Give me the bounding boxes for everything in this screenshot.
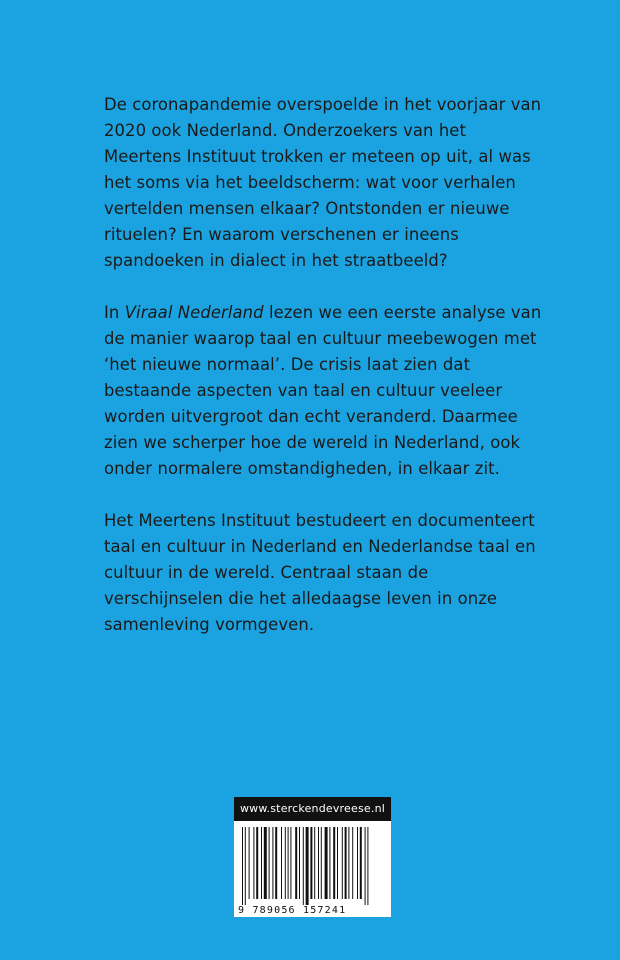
barcode-bar — [329, 827, 330, 899]
book-title: Viraal Nederland — [124, 303, 264, 322]
barcode-bar — [360, 827, 362, 899]
barcode-bar — [281, 827, 282, 899]
barcode-bar — [285, 827, 286, 899]
paragraph-intro: De coronapandemie overspoelde in het voorjaar van 2020 ook Nederland. Onderzoekers van het Meertens Instituut trokken er meteen op uit, al was het soms via het beeldscherm: wat voor verhalen vertelden mensen elkaar? Ontstonden er nieuwe rituelen? En waarom verschenen er ineens spandoeken in dialect in het straatbeeld? — [104, 95, 542, 270]
barcode-bar — [325, 827, 328, 899]
barcode-bar — [367, 827, 368, 905]
barcode-bar — [303, 827, 304, 905]
isbn-barcode — [234, 821, 391, 917]
paragraph-book-description — [104, 300, 544, 482]
paragraph-2-rest: lezen we een eerste analyse van de manier waarop taal en cultuur meebewogen met ‘het nieuwe normaal’. De crisis laat zien dat bestaande aspecten van taal en cultuur veeleer worden uitvergroot dan echt veranderd. Daarmee zien we scherper hoe de wereld in Nederland, ook onder normalere omstandigheden, in elkaar zit. — [104, 303, 542, 478]
barcode-bar — [365, 827, 366, 905]
barcode-bar — [288, 827, 289, 899]
barcode-bar — [269, 827, 270, 899]
barcode-bar — [337, 827, 338, 899]
barcode-bar — [306, 827, 309, 905]
barcode-bar — [253, 827, 254, 899]
barcode-block — [234, 797, 391, 917]
barcode-bar — [245, 827, 246, 905]
barcode-bar — [290, 827, 291, 899]
barcode-bar — [310, 827, 312, 899]
barcode-bar — [345, 827, 347, 899]
barcode-bar — [242, 827, 243, 905]
barcode-bar — [314, 827, 315, 899]
barcode-bar — [348, 827, 349, 899]
back-cover-text — [104, 92, 544, 664]
barcode-bar — [295, 827, 297, 899]
paragraph-institute: Het Meertens Instituut bestudeert en documenteert taal en cultuur in Nederland en Nederlandse taal en cultuur in de wereld. Centraal staan de verschijnselen die het alledaagse leven in onze samenleving vormgeven. — [104, 511, 536, 634]
barcode-bar — [272, 827, 273, 899]
barcode-bar — [261, 827, 262, 899]
barcode-bar — [318, 827, 319, 899]
barcode-bar — [352, 827, 353, 899]
publisher-url: www.sterckendevreese.nl — [234, 797, 391, 821]
barcode-bar — [275, 827, 277, 899]
barcode-bar — [249, 827, 250, 899]
barcode-bars — [234, 821, 391, 917]
barcode-bar — [321, 827, 322, 899]
barcode-bar — [256, 827, 258, 899]
barcode-bar — [299, 827, 300, 899]
isbn-number: 9 789056 157241 — [238, 905, 347, 916]
barcode-bar — [342, 827, 343, 899]
barcode-bar — [357, 827, 358, 899]
barcode-bar — [264, 827, 267, 899]
paragraph-2-prefix: In — [104, 303, 125, 322]
barcode-bar — [333, 827, 335, 899]
